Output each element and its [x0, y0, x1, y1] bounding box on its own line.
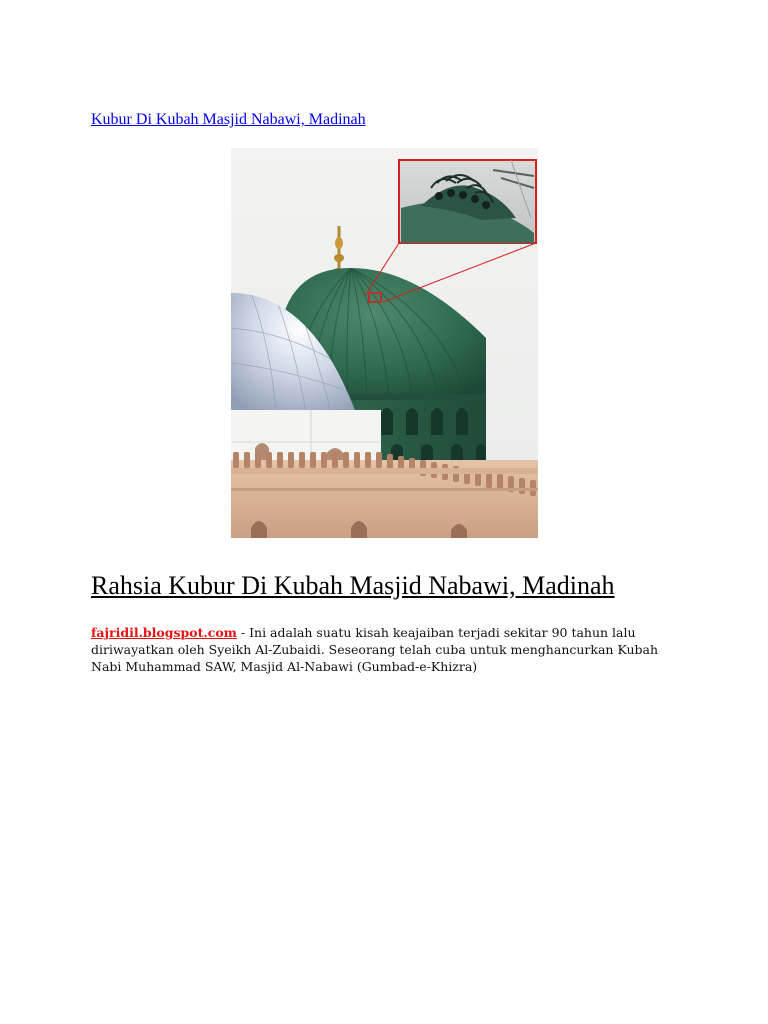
article-body-text: - Ini adalah suatu kisah keajaiban terjadi sekitar 90 tahun lalu diriwayatkan oleh Syeikh Al-Zubaidi. Seseorang telah cuba untuk menghancurkan Kubah Nabi Muhammad SAW, Masjid Al-Nabawi (Gumbad-e-Khizra) — [91, 625, 659, 674]
article-body — [91, 624, 681, 675]
source-link[interactable]: fajridil.blogspot.com — [91, 625, 237, 640]
title-link[interactable]: Kubur Di Kubah Masjid Nabawi, Madinah — [91, 111, 366, 128]
mosque-dome-photo — [231, 148, 538, 538]
article-title: Rahsia Kubur Di Kubah Masjid Nabawi, Madinah — [91, 571, 615, 600]
